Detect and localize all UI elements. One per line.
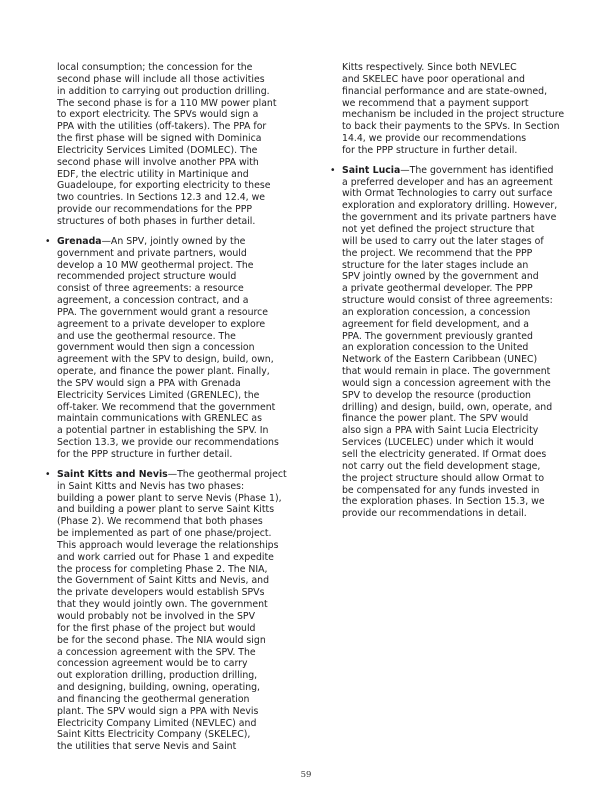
bullet-marker: •: [45, 468, 51, 480]
left-bullet-list: [43, 236, 300, 753]
bullet-term-saint-lucia: Saint Lucia: [342, 164, 401, 176]
bullet-marker: •: [330, 164, 336, 176]
bullet-term-saint-kitts-and-nevis: Saint Kitts and Nevis: [57, 468, 168, 480]
bullet-grenada: [43, 236, 300, 461]
bullet-marker: •: [45, 235, 51, 247]
bullet-text-saint-kitts-and-nevis: —The geothermal project in Saint Kitts and Nevis has two phases: building a power plant to serve Nevis (Phase 1), and building a power plant to serve Saint Kitts (Phase 2). We recommend that both phases be implemented as part of one phase/project. This approach would leverage the relationships and work carried out for Phase 1 and expedite the process for completing Phase 2. The NIA, the Government of Saint Kitts and Nevis, and the private developers would establish SPVs that they would jointly own. The government would probably not be involved in the SPV for the first phase of the project but would be for the second phase. The NIA would sign a concession agreement with the SPV. The concession agreement would be to carry out exploration drilling, production drilling, and designing, building, owning, operating, and financing the geothermal generation plant. The SPV would sign a PPA with Nevis Electricity Company Limited (NEVLEC) and Saint Kitts Electricity Company (SKELEC), the utilities that serve Nevis and Saint: [57, 468, 287, 753]
intro-paragraph: local consumption; the concession for the second phase will include all those activities in addition to carrying out production drilling. The second phase is for a 110 MW power plant to export electricity. The SPVs would sign a PPA with the utilities (off-takers). The PPA for the first phase will be signed with Dominica Electricity Services Limited (DOMLEC). The second phase will involve another PPA with EDF, the electric utility in Martinique and Guadeloupe, for exporting electricity to these two countries. In Sections 12.3 and 12.4, we provide our recommendations for the PPP structures of both phases in further detail.: [57, 62, 277, 227]
bullet-term-grenada: Grenada: [57, 235, 102, 247]
right-column: [328, 62, 578, 520]
page-number: 59: [300, 770, 312, 780]
right-bullet-list: [328, 165, 578, 520]
bullet-saint-kitts-and-nevis: [43, 469, 300, 753]
continuation-paragraph: Kitts respectively. Since both NEVLEC and SKELEC have poor operational and financial performance and are state-owned, we recommend that a payment support mechanism be included in the project structure to back their payments to the SPVs. In Section 14.4, we provide our recommendations for the PPP structure in further detail.: [342, 62, 565, 156]
bullet-saint-lucia: [328, 165, 578, 520]
bullet-text-saint-lucia: —The government has identified a preferred developer and has an agreement with Ormat Technologies to carry out surface exploration and exploratory drilling. However, the government and its private partners have not yet defined the project structure that will be used to carry out the later stages of the project. We recommend that the PPP structure for the later stages include an SPV jointly owned by the government and a private geothermal developer. The PPP structure would consist of three agreements: an exploration concession, a concession agreement for field development, and a PPA. The government previously granted an exploration concession to the United Network of the Eastern Caribbean (UNEC) that would remain in place. The government would sign a concession agreement with the SPV to develop the resource (production drilling) and design, build, own, operate, and finance the power plant. The SPV would also sign a PPA with Saint Lucia Electricity Services (LUCELEC) under which it would sell the electricity generated. If Ormat does not carry out the field development stage, the project structure should allow Ormat to be compensated for any funds invested in the exploration phases. In Section 15.3, we provide our recommendations in detail.: [342, 164, 558, 520]
left-column: [43, 62, 300, 753]
bullet-text-grenada: —An SPV, jointly owned by the government and private partners, would develop a 10 MW geothermal project. The recommended project structure would consist of three agreements: a resource agreement, a concession contract, and a PPA. The government would grant a resource agreement to a private developer to explore and use the geothermal resource. The government would then sign a concession agreement with the SPV to design, build, own, operate, and finance the power plant. Finally, the SPV would sign a PPA with Grenada Electricity Services Limited (GRENLEC), the off-taker. We recommend that the government maintain communications with GRENLEC as a potential partner in establishing the SPV. In Section 13.3, we provide our recommendations for the PPP structure in further detail.: [57, 235, 279, 460]
